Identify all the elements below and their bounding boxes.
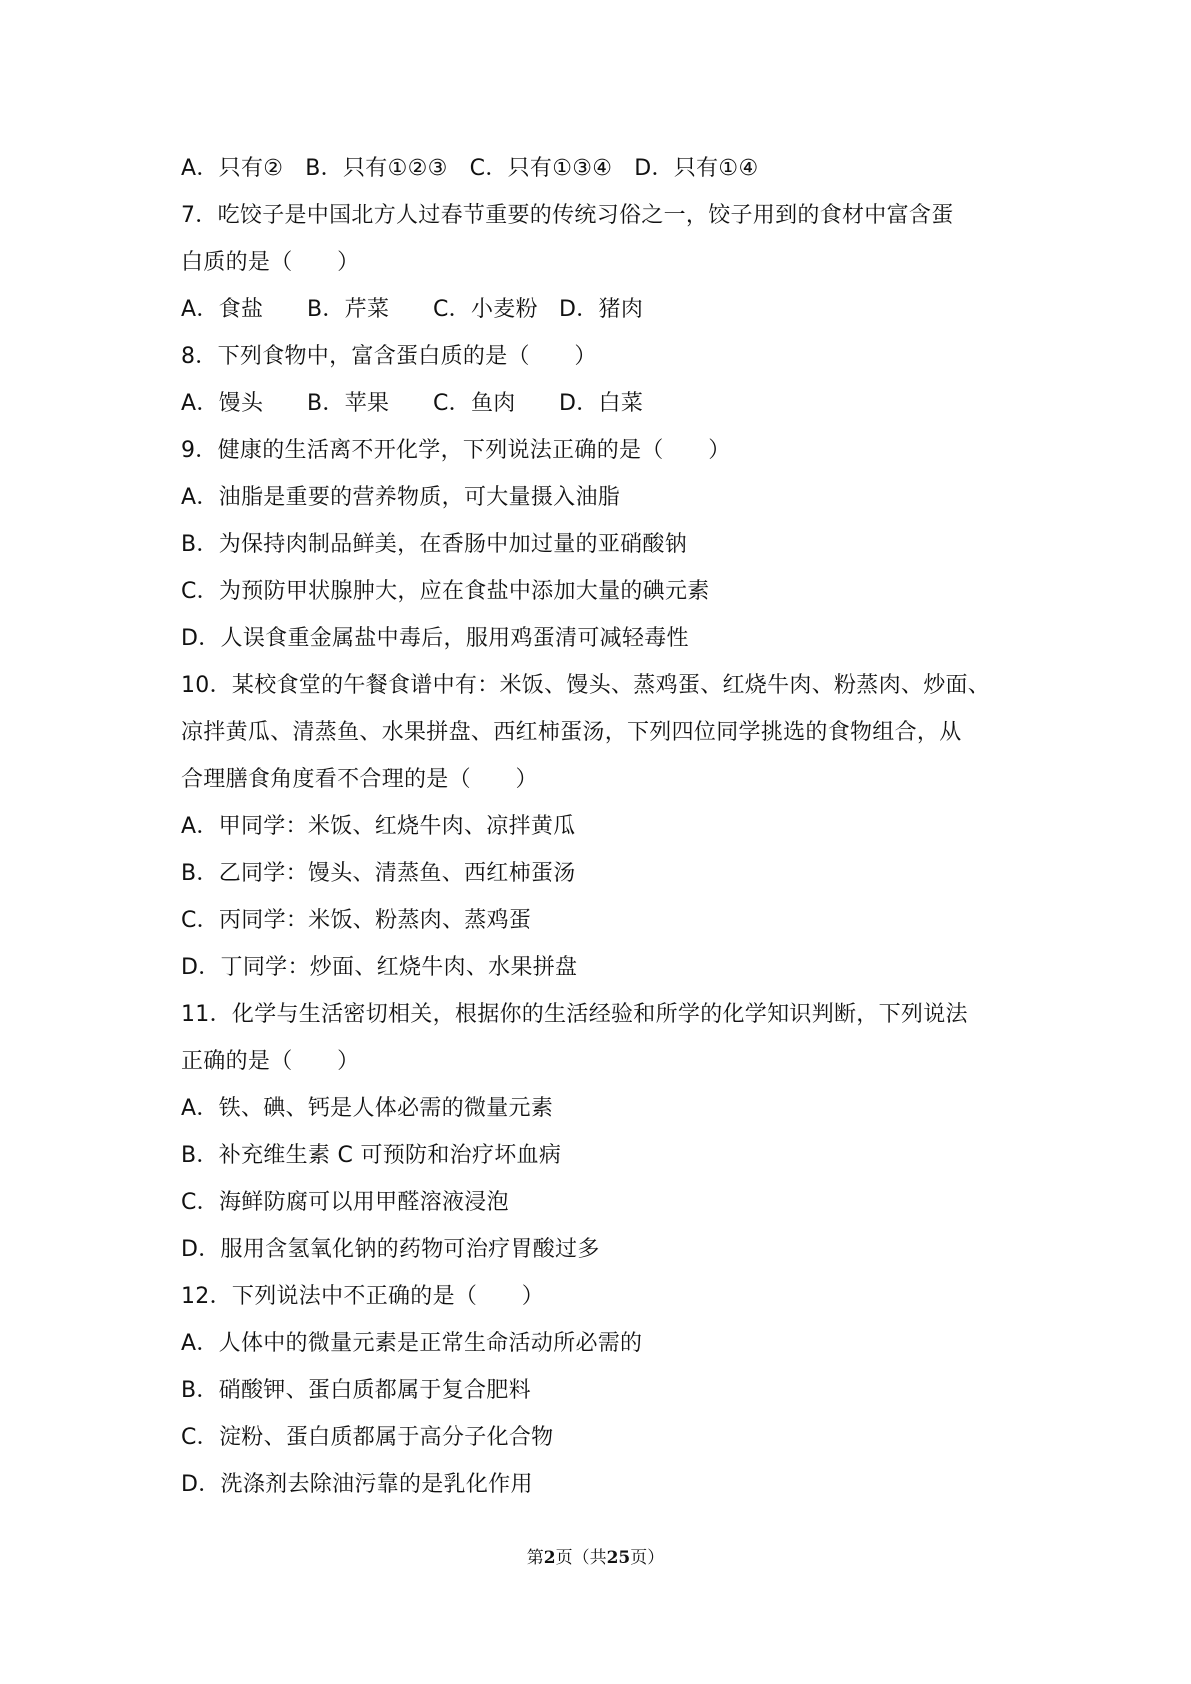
- q6-options: [181, 145, 1031, 192]
- option-letter: C．: [433, 297, 471, 322]
- option-letter: C．: [181, 908, 219, 933]
- footer-middle: 页（共: [555, 1548, 607, 1568]
- option-c: [433, 380, 559, 427]
- option-letter: D．: [181, 1237, 221, 1262]
- option-b: [307, 380, 433, 427]
- option-text: 芹菜: [344, 297, 390, 322]
- footer-page-number: 2: [543, 1548, 556, 1568]
- option-text: 乙同学：馒头、清蒸鱼、西红柿蛋汤: [218, 861, 576, 886]
- option-text: 洗涤剂去除油污靠的是乳化作用: [220, 1472, 533, 1497]
- q6-option-d: D．只有①④: [634, 156, 759, 181]
- option-text: 鱼肉: [470, 391, 516, 416]
- page-footer: [0, 1543, 1191, 1568]
- option-text: 猪肉: [598, 297, 644, 322]
- option-d: [181, 1226, 1031, 1273]
- option-text: 海鲜防腐可以用甲醛溶液浸泡: [218, 1190, 509, 1215]
- option-letter: D．: [181, 955, 221, 980]
- footer-prefix: 第: [526, 1548, 544, 1568]
- option-letter: A．: [181, 1096, 219, 1121]
- option-text: 油脂是重要的营养物质，可大量摄入油脂: [218, 485, 621, 510]
- option-c: [181, 897, 1031, 944]
- question-stem-line: 8．下列食物中，富含蛋白质的是（ ）: [181, 344, 597, 369]
- q6-option-a: A．只有②: [181, 156, 284, 181]
- option-letter: C．: [181, 1425, 219, 1450]
- option-letter: C．: [181, 579, 219, 604]
- option-letter: D．: [559, 297, 599, 322]
- option-letter: A．: [181, 814, 219, 839]
- question-stem-line: 10．某校食堂的午餐食谱中有：米饭、馒头、蒸鸡蛋、红烧牛肉、粉蒸肉、炒面、: [181, 673, 991, 698]
- option-a: [181, 1320, 1031, 1367]
- option-letter: B．: [181, 1378, 219, 1403]
- option-text: 丙同学：米饭、粉蒸肉、蒸鸡蛋: [218, 908, 532, 933]
- question-7: [181, 192, 1031, 333]
- option-letter: A．: [181, 1331, 219, 1356]
- question-stem-line: 合理膳食角度看不合理的是（ ）: [181, 767, 538, 792]
- option-b: [307, 286, 433, 333]
- option-text: 为预防甲状腺肿大，应在食盐中添加大量的碘元素: [218, 579, 710, 604]
- question-10: [181, 662, 1031, 991]
- option-letter: A．: [181, 297, 219, 322]
- question-options: [181, 380, 1031, 427]
- option-text: 小麦粉: [470, 297, 538, 322]
- option-a: [181, 1085, 1031, 1132]
- option-letter: D．: [181, 626, 221, 651]
- option-d: [181, 1461, 1031, 1508]
- option-c: [181, 568, 1031, 615]
- option-text: 白菜: [598, 391, 644, 416]
- option-letter: C．: [181, 1190, 219, 1215]
- question-stem-line: 白质的是（ ）: [181, 250, 360, 275]
- option-d: [181, 615, 1031, 662]
- question-stem-line: 正确的是（ ）: [181, 1049, 360, 1074]
- option-text: 食盐: [218, 297, 264, 322]
- option-a: [181, 803, 1031, 850]
- page-content: [181, 145, 1031, 1508]
- question-stem-line: 凉拌黄瓜、清蒸鱼、水果拼盘、西红柿蛋汤，下列四位同学挑选的食物组合，从: [181, 720, 962, 745]
- option-a: [181, 286, 307, 333]
- q6-option-b: B．只有①②③: [305, 156, 448, 181]
- option-b: [181, 521, 1031, 568]
- option-text: 铁、碘、钙是人体必需的微量元素: [218, 1096, 554, 1121]
- option-c: [181, 1414, 1031, 1461]
- option-letter: B．: [307, 297, 345, 322]
- question-12: [181, 1273, 1031, 1508]
- option-text: 丁同学：炒面、红烧牛肉、水果拼盘: [220, 955, 578, 980]
- option-text: 补充维生素 C 可预防和治疗坏血病: [218, 1143, 562, 1168]
- question-stem-line: 7．吃饺子是中国北方人过春节重要的传统习俗之一，饺子用到的食材中富含蛋: [181, 203, 954, 228]
- option-text: 人体中的微量元素是正常生命活动所必需的: [218, 1331, 643, 1356]
- question-options: [181, 286, 1031, 333]
- option-letter: A．: [181, 485, 219, 510]
- option-d: [559, 380, 685, 427]
- option-letter: B．: [181, 532, 219, 557]
- option-text: 甲同学：米饭、红烧牛肉、凉拌黄瓜: [218, 814, 576, 839]
- option-d: [181, 944, 1031, 991]
- question-11: [181, 991, 1031, 1273]
- option-a: [181, 474, 1031, 521]
- option-text: 苹果: [344, 391, 390, 416]
- option-c: [181, 1179, 1031, 1226]
- option-b: [181, 1367, 1031, 1414]
- option-b: [181, 1132, 1031, 1179]
- option-letter: B．: [181, 1143, 219, 1168]
- option-text: 人误食重金属盐中毒后，服用鸡蛋清可减轻毒性: [220, 626, 689, 651]
- option-text: 为保持肉制品鲜美，在香肠中加过量的亚硝酸钠: [218, 532, 688, 557]
- option-letter: D．: [559, 391, 599, 416]
- option-d: [559, 286, 685, 333]
- option-letter: A．: [181, 391, 219, 416]
- option-b: [181, 850, 1031, 897]
- option-text: 淀粉、蛋白质都属于高分子化合物: [218, 1425, 554, 1450]
- option-letter: C．: [433, 391, 471, 416]
- option-letter: B．: [307, 391, 345, 416]
- question-9: [181, 427, 1031, 662]
- option-text: 硝酸钾、蛋白质都属于复合肥料: [218, 1378, 531, 1403]
- footer-total-pages: 25: [606, 1548, 631, 1568]
- option-text: 馒头: [218, 391, 264, 416]
- option-letter: D．: [181, 1472, 221, 1497]
- question-stem-line: 9．健康的生活离不开化学，下列说法正确的是（ ）: [181, 438, 731, 463]
- option-letter: B．: [181, 861, 219, 886]
- question-stem-line: 12．下列说法中不正确的是（ ）: [181, 1284, 545, 1309]
- option-text: 服用含氢氧化钠的药物可治疗胃酸过多: [220, 1237, 600, 1262]
- footer-suffix: 页）: [630, 1548, 665, 1568]
- question-stem-line: 11．化学与生活密切相关，根据你的生活经验和所学的化学知识判断，下列说法: [181, 1002, 968, 1027]
- option-a: [181, 380, 307, 427]
- question-8: [181, 333, 1031, 427]
- option-c: [433, 286, 559, 333]
- q6-option-c: C．只有①③④: [469, 156, 613, 181]
